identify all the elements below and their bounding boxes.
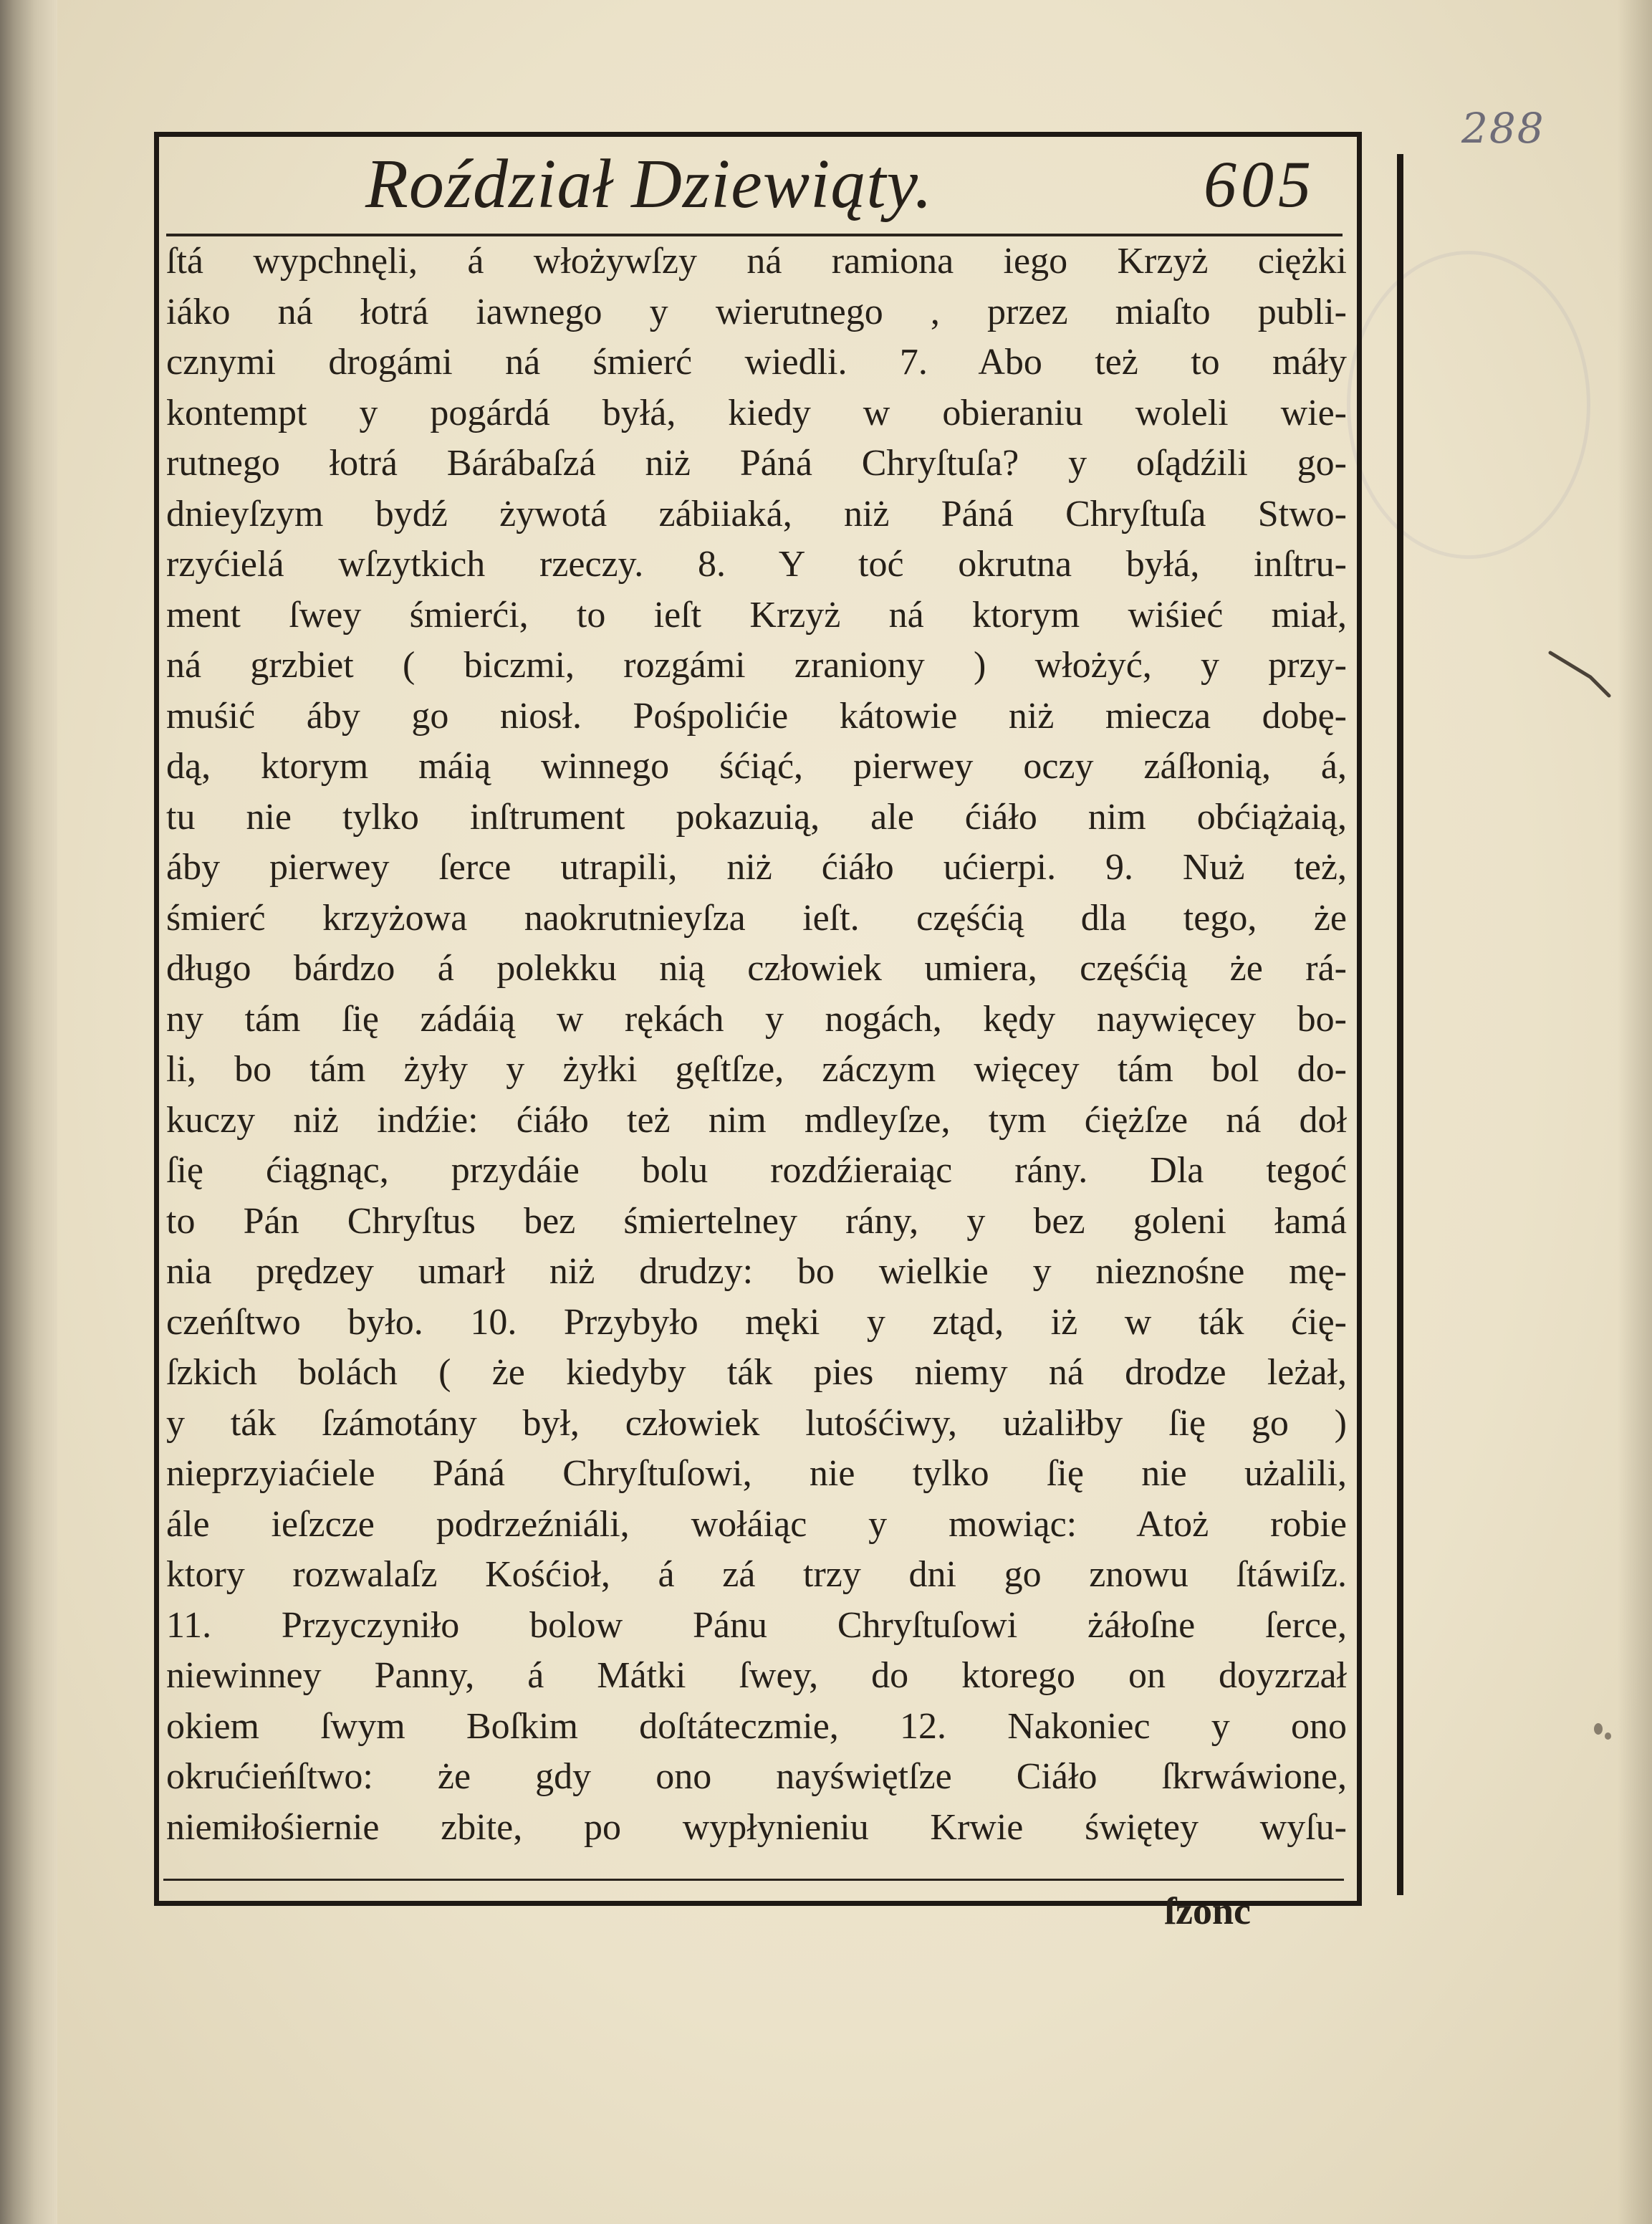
text-line: okrućieńſtwo: że gdy ono nayświętſze Ciáło ſkrwáwione, xyxy=(166,1756,1347,1797)
text-line: czeńſtwo było. 10. Przybyło męki y ztąd, iż w ták ćię- xyxy=(166,1301,1347,1343)
handwritten-folio-number: 288 xyxy=(1461,104,1545,153)
text-line: dą, ktorym máią winnego śćiąć, pierwey oczy záſłonią, á, xyxy=(166,746,1347,787)
text-line: áby pierwey ſerce utrapili, niż ćiáło ućierpi. 9. Nuż też, xyxy=(166,847,1347,888)
text-line: kuczy niż indźie: ćiáło też nim mdleyſze, tym ćiężſze ná doł xyxy=(166,1099,1347,1141)
page-number: 605 xyxy=(1204,148,1315,221)
text-line: ktory rozwalaſz Kośćioł, á zá trzy dni go znowu ſtáwiſz. xyxy=(166,1554,1347,1595)
text-line: dnieyſzym bydź żywotá zábiiaká, niż Páná Chryſtuſa Stwo- xyxy=(166,493,1347,535)
text-line: niewinney Panny, á Mátki ſwey, do ktorego on doyzrzał xyxy=(166,1655,1347,1696)
text-line: kontempt y pogárdá byłá, kiedy w obieraniu woleli wie- xyxy=(166,392,1347,433)
text-line: ále ieſzcze podrzeźniáli, wołáiąc y mowiąc: Atoż robie xyxy=(166,1503,1347,1545)
text-line: y ták ſzámotány był, człowiek lutośćiwy, użaliłby ſię go ) xyxy=(166,1402,1347,1444)
text-line: nieprzyiaćiele Páná Chryſtuſowi, nie tylko ſię nie użalili, xyxy=(166,1453,1347,1494)
text-line: ſtá wypchnęli, á włożywſzy ná ramiona iego Krzyż ciężki xyxy=(166,241,1347,282)
text-line: ſię ćiągnąc, przydáie bolu rozdźieraiąc rány. Dla tegoć xyxy=(166,1150,1347,1191)
outer-side-rule xyxy=(1397,154,1403,1895)
text-line: rutnego łotrá Bárábaſzá niż Páná Chryſtuſa? y oſądźili go- xyxy=(166,443,1347,484)
text-line: ſzkich bolách ( że kiedyby ták pies niemy ná drodze leżał, xyxy=(166,1352,1347,1393)
text-line: rzyćielá wſzytkich rzeczy. 8. Y toć okrutna byłá, inſtru- xyxy=(166,544,1347,585)
book-binding-edge xyxy=(0,0,57,2224)
ink-stroke-mark xyxy=(1547,648,1612,699)
text-line: cznymi drogámi ná śmierć wiedli. 7. Abo też to máły xyxy=(166,342,1347,383)
text-line: długo bárdzo á polekku nią człowiek umiera, częśćią że rá- xyxy=(166,948,1347,989)
text-line: okiem ſwym Boſkim doſtáteczmie, 12. Nakoniec y ono xyxy=(166,1705,1347,1747)
text-line: ná grzbiet ( biczmi, rozgámi zraniony ) włożyć, y przy- xyxy=(166,645,1347,686)
text-line: nia prędzey umarł niż drudzy: bo wielkie y nieznośne mę- xyxy=(166,1251,1347,1292)
text-line: ny tám ſię zádáią w rękách y nogách, kędy naywięcey bo- xyxy=(166,998,1347,1040)
text-line: iáko ná łotrá iawnego y wierutnego , przez miaſto publi- xyxy=(166,291,1347,332)
body-text xyxy=(166,236,1347,1853)
text-line: niemiłośiernie zbite, po wypłynieniu Krwie świętey wyſu- xyxy=(166,1806,1347,1848)
ink-speck xyxy=(1594,1723,1603,1735)
text-line: to Pán Chryſtus bez śmiertelney rány, y bez goleni łamá xyxy=(166,1200,1347,1242)
text-line: muśić áby go niosł. Pośpolićie kátowie niż miecza dobę- xyxy=(166,695,1347,737)
text-line: śmierć krzyżowa naokrutnieyſza ieſt. częśćią dla tego, że xyxy=(166,897,1347,939)
text-line: ment ſwey śmierći, to ieſt Krzyż ná ktorym wiśieć miał, xyxy=(166,594,1347,636)
text-line: li, bo tám żyły y żyłki gęſtſze, záczym więcey tám bol do- xyxy=(166,1049,1347,1090)
text-line: tu nie tylko inſtrument pokazuią, ale ćiáło nim obćiążaią, xyxy=(166,796,1347,838)
bottom-rule xyxy=(163,1879,1344,1881)
faded-library-stamp xyxy=(1347,251,1590,559)
ink-speck xyxy=(1605,1732,1611,1740)
text-line: 11. Przyczyniło bolow Pánu Chryſtuſowi żáłoſne ſerce, xyxy=(166,1604,1347,1646)
catchword: ſzonc xyxy=(1165,1889,1251,1932)
page-edge-shadow xyxy=(1618,0,1652,2224)
running-title: Roździał Dziewiąty. xyxy=(365,145,933,223)
